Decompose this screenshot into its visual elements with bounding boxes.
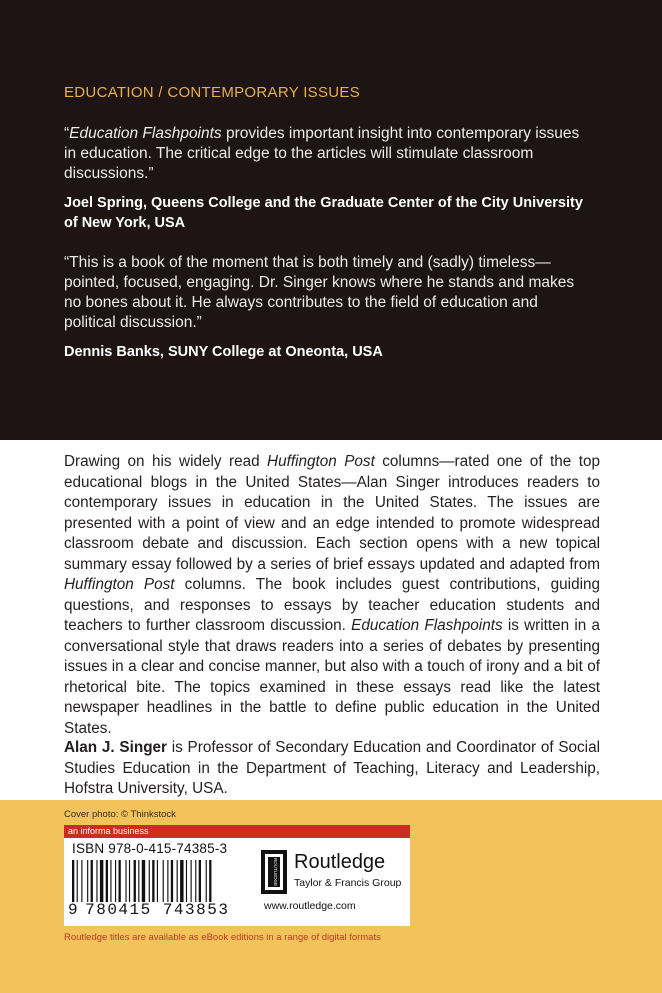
quote-open: “ — [64, 125, 70, 142]
barcode-bar — [142, 860, 145, 902]
author-name: Alan J. Singer — [64, 739, 167, 756]
category-label: EDUCATION / CONTEMPORARY ISSUES — [64, 84, 361, 101]
barcode-bar — [167, 860, 168, 902]
quote-text: provides important insight into contemporary issues in education. The critical edge to the articles will stimulate classroom discussions.” — [64, 125, 580, 182]
barcode-bar — [163, 860, 164, 902]
barcode-bar — [87, 860, 88, 902]
svg-text:ROUTLEDGE: ROUTLEDGE — [273, 857, 278, 887]
barcode-bar — [149, 860, 150, 902]
barcode-bar — [81, 860, 82, 902]
endorsement-quote-1 — [64, 124, 584, 184]
barcode-digits — [68, 901, 229, 919]
isbn-label: ISBN 978-0-415-74385-3 — [72, 841, 228, 856]
barcode-bar — [106, 860, 108, 902]
barcode-bar — [191, 860, 192, 902]
barcode-bar — [199, 860, 201, 902]
barcode-box — [64, 838, 410, 926]
endorsement-quote-2: “This is a book of the moment that is both timely and (sadly) timeless—pointed, focused, engaging. Dr. Singer knows where he stands and makes no bones about it. He always contributes to the field of education and political discussion.” — [64, 254, 575, 331]
cover-credit: Cover photo: © Thinkstock — [64, 809, 176, 820]
publisher-subtitle: Taylor & Francis Group — [294, 877, 402, 889]
barcode-first-digit: 9 — [68, 901, 80, 919]
desc-italic: Huffington Post — [267, 453, 375, 470]
endorsement-attribution-2: Dennis Banks, SUNY College at Oneonta, USA — [64, 344, 383, 360]
informa-banner: an informa business — [64, 825, 410, 838]
desc-text: columns—rated one of the top educational blogs in the United States—Alan Singer introduces readers to contemporary issues in education in the United States. The issues are presented with a point of view and an edge intended to promote widespread classroom debate and discussion. Each section opens with a new topical summary essay followed by a series of brief essays updated and adapted from — [64, 453, 600, 573]
barcode-bar — [171, 860, 173, 902]
barcode-bar — [110, 860, 111, 902]
barcode-bar — [91, 860, 93, 902]
endorsement-panel — [0, 0, 662, 440]
book-description — [64, 452, 600, 739]
desc-text: Drawing on his widely read — [64, 453, 268, 470]
barcode-number: 780415 743853 — [85, 901, 230, 919]
desc-text: columns. The book includes guest contributions, guiding questions, and responses to essays by teacher education students and teachers to further classroom discussion. — [64, 576, 601, 634]
author-bio-text: is Professor of Secondary Education and Coordinator of Social Studies Education in the Department of Teaching, Literacy and Leadership, Hofstra University, USA. — [64, 739, 600, 797]
barcode-icon — [72, 860, 220, 902]
barcode-bar — [180, 860, 183, 902]
barcode-bar — [134, 860, 136, 902]
description-panel — [0, 440, 662, 800]
barcode-bar — [195, 860, 196, 902]
barcode-bar — [100, 860, 103, 902]
author-bio — [64, 738, 600, 800]
desc-italic: Education Flashpoints — [351, 617, 503, 634]
book-title-italic: Education Flashpoints — [69, 125, 222, 142]
barcode-bar — [138, 860, 139, 902]
barcode-bar — [129, 860, 130, 902]
desc-text: is written in a conversational style that draws readers into a series of debates by presenting issues in a clear and concise manner, but also with a touch of irony and a bit of rhetorical bite. The topics examined in these essays read like the latest newspaper headlines in the battle to define public education in the United States. — [64, 617, 601, 737]
footer-panel — [0, 800, 662, 993]
publisher-url: www.routledge.com — [264, 900, 356, 912]
barcode-bar — [206, 860, 207, 902]
barcode-bar — [72, 860, 74, 902]
barcode-bar — [77, 860, 78, 902]
routledge-logo-icon — [261, 850, 287, 894]
barcode-bar — [157, 860, 158, 902]
barcode-bar — [115, 860, 116, 902]
barcode-bar — [152, 860, 154, 902]
barcode-bar — [96, 860, 97, 902]
barcode-bar — [177, 860, 178, 902]
desc-italic: Huffington Post — [64, 576, 175, 593]
publisher-name: Routledge — [294, 851, 386, 873]
endorsement-attribution-1: Joel Spring, Queens College and the Graduate Center of the City University of New York, USA — [64, 195, 583, 231]
ebook-note: Routledge titles are available as eBook editions in a range of digital formats — [64, 932, 381, 943]
barcode-bar — [119, 860, 121, 902]
barcode-bar — [209, 860, 211, 902]
barcode-bar — [186, 860, 187, 902]
barcode-bar — [125, 860, 126, 902]
